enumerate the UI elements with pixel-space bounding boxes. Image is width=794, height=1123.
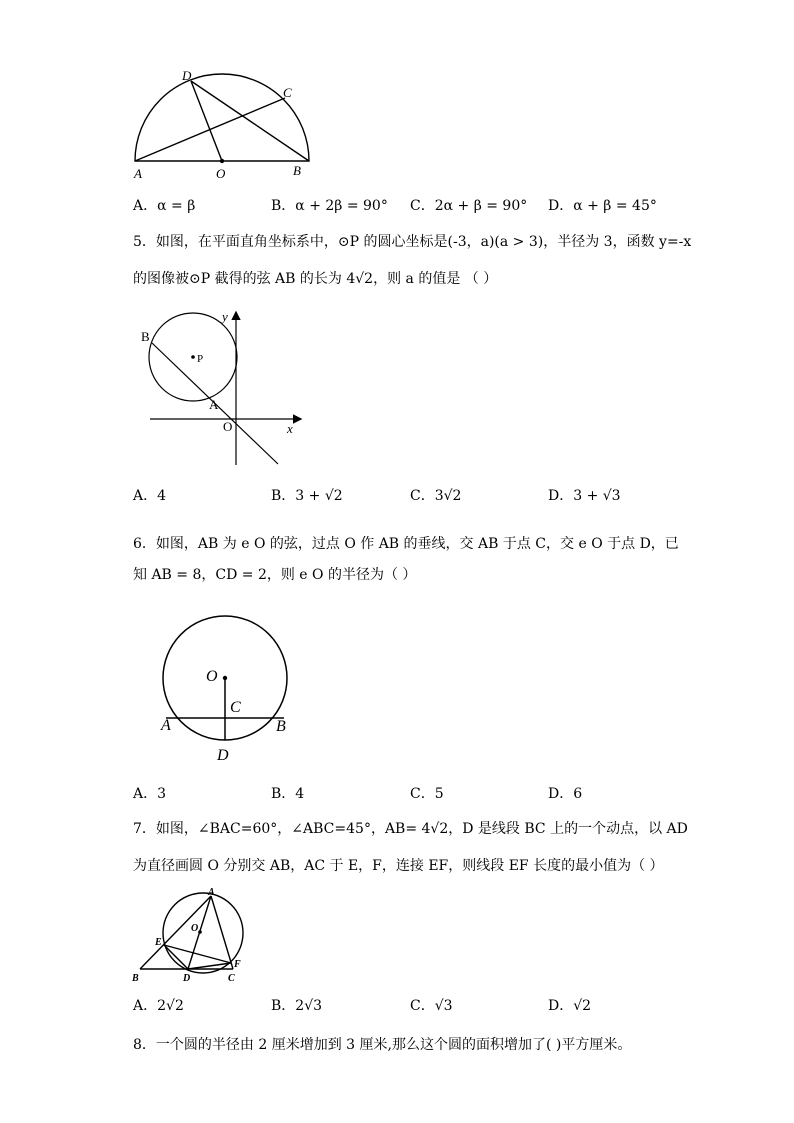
q5-question-line2: 的图像被⊙P 截得的弦 AB 的长为 4√2，则 a 的值是 （ ） [133,271,498,287]
q6-label-a: A [161,717,171,734]
q5-option-b: B．3 + √2 [271,488,343,504]
q4-option-c: C．2α + β = 90° [410,198,528,214]
q7-label-f: F [234,959,241,970]
q5-option-d: D．3 + √3 [548,488,621,504]
q5-label-x: x [287,421,293,436]
q4-option-a: A．α = β [133,198,196,214]
q7-label-b: B [132,973,139,984]
q7-option-a: A．2√2 [133,998,184,1014]
q4-label-o: O [216,166,226,181]
q7-label-o: O [191,923,199,934]
q7-figure [128,885,253,985]
q7-option-d: D．√2 [548,998,592,1014]
q6-option-d: D．6 [548,786,583,802]
q6-label-d: D [217,747,229,764]
q7-question-line1: 7．如图，∠BAC=60°，∠ABC=45°，AB= 4√2，D 是线段 BC 上的一个动点，以 AD [133,821,688,837]
q4-figure [125,65,325,185]
q7-label-e: E [155,937,162,948]
q6-label-b: B [276,718,286,735]
q4-label-d: D [182,68,192,83]
q6-option-a: A．3 [133,786,167,802]
q7-label-d: D [183,973,191,984]
q6-figure [150,610,305,770]
q7-label-a: A [208,887,215,898]
q6-label-c: C [230,699,241,716]
q7-option-b: B．2√3 [271,998,323,1014]
q6-label-o: O [206,668,218,685]
q6-question-line1: 6．如图，AB 为 e O 的弦，过点 O 作 AB 的垂线，交 AB 于点 C，交 e O 于点 D，已 [133,536,679,552]
q5-option-c: C．3√2 [410,488,462,504]
q7-option-c: C．√3 [410,998,453,1014]
q5-label-p: P [197,353,204,365]
q7-question-line2: 为直径画圆 O 分别交 AB，AC 于 E，F，连接 EF，则线段 EF 长度的最小值为（ ） [133,858,664,874]
q5-question-line1: 5．如图，在平面直角坐标系中，⊙P 的圆心坐标是(-3，a)(a > 3)，半径为 3，函数 y=-x [133,234,692,250]
q6-option-c: C．5 [410,786,444,802]
q7-label-c: C [228,973,235,984]
q5-label-a: A [209,397,219,412]
q5-label-b: B [141,329,150,344]
q4-label-b: B [293,163,301,178]
q5-label-o: O [223,419,233,434]
q5-label-y: y [222,309,228,324]
q4-option-b: B．α + 2β = 90° [271,198,388,214]
q4-label-a: A [134,166,142,181]
q5-option-a: A．4 [133,488,167,504]
q5-figure [138,305,313,470]
q4-label-c: C [283,85,292,100]
q8-question-line1: 8．一个圆的半径由 2 厘米增加到 3 厘米,那么这个圆的面积增加了( )平方厘米。 [133,1037,632,1053]
q6-question-line2: 知 AB = 8，CD = 2，则 e O 的半径为（ ） [133,567,417,583]
q6-option-b: B．4 [271,786,305,802]
q4-option-d: D．α + β = 45° [548,198,657,214]
